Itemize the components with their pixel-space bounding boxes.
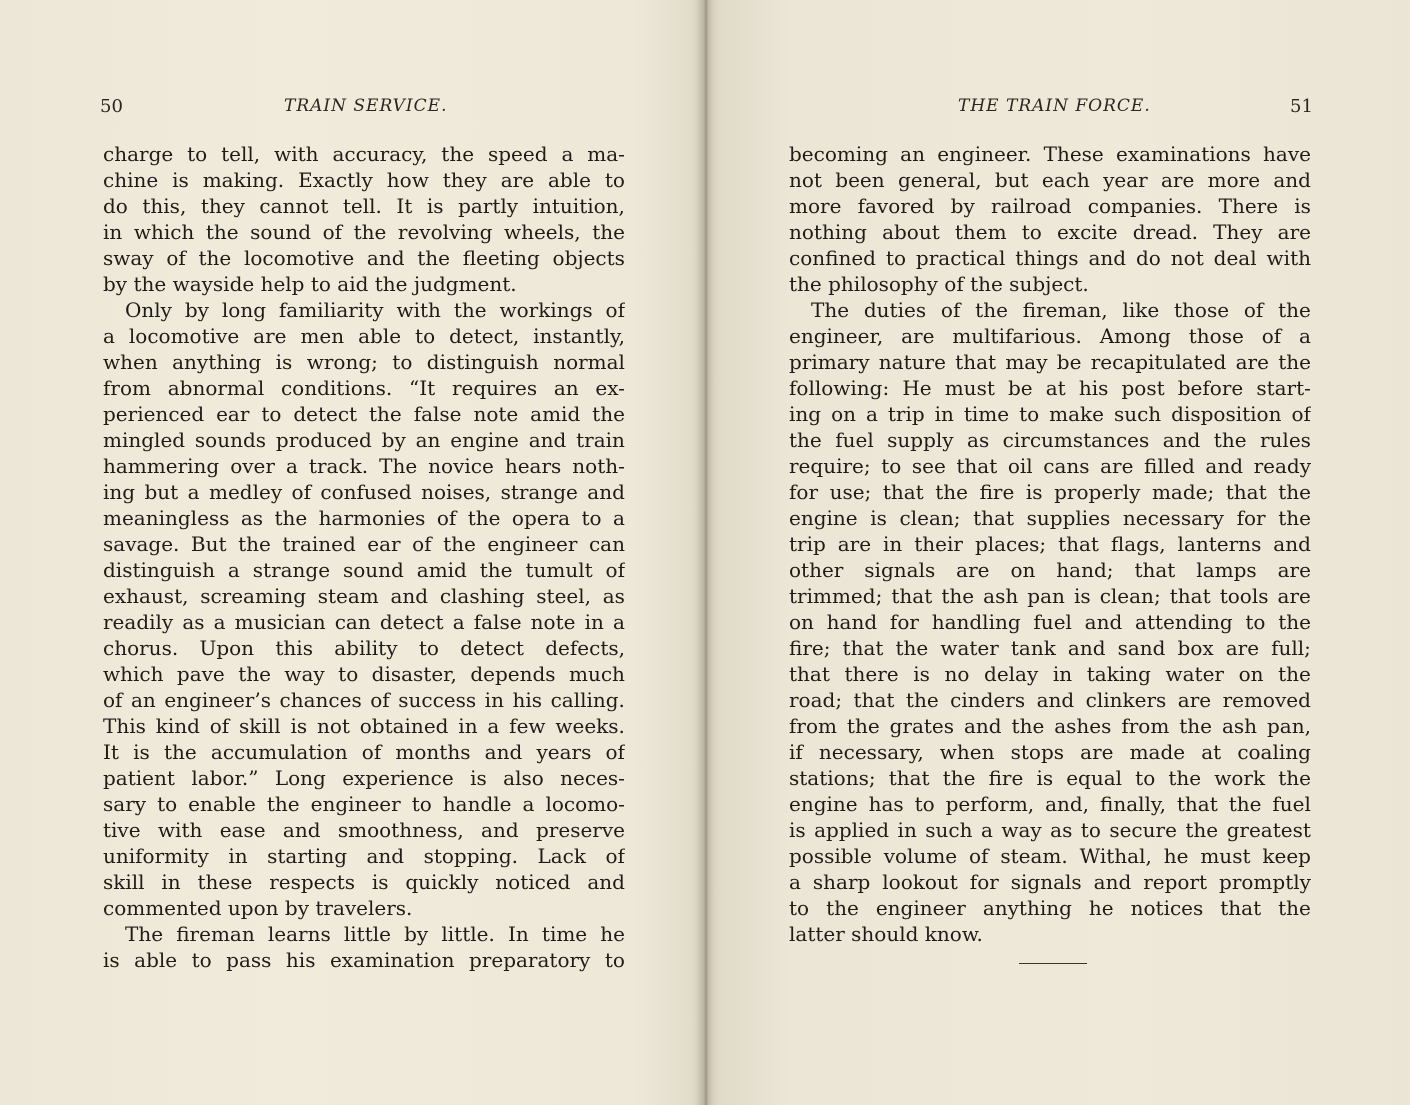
text-line: patient labor.” Long experience is also neces-	[103, 766, 625, 790]
text-line: tive with ease and smoothness, and preserve	[103, 818, 625, 842]
left-body-text	[103, 141, 625, 973]
text-line: possible volume of steam. Withal, he must keep	[789, 844, 1311, 868]
text-line: This kind of skill is not obtained in a few weeks.	[103, 714, 625, 738]
text-line: the philosophy of the subject.	[789, 272, 1089, 296]
text-line: in which the sound of the revolving wheels, the	[103, 220, 625, 244]
right-page-number: 51	[1290, 96, 1313, 117]
text-line: It is the accumulation of months and years of	[103, 740, 625, 764]
text-line: savage. But the trained ear of the engineer can	[103, 532, 625, 556]
text-line: which pave the way to disaster, depends much	[103, 662, 625, 686]
text-line: engineer, are multifarious. Among those of a	[789, 324, 1311, 348]
text-line: perienced ear to detect the false note amid the	[103, 402, 625, 426]
left-page-number: 50	[100, 96, 123, 117]
text-line: on hand for handling fuel and attending to the	[789, 610, 1311, 634]
text-line: other signals are on hand; that lamps are	[789, 558, 1311, 582]
text-line: sary to enable the engineer to handle a locomo-	[103, 792, 625, 816]
text-line: trip are in their places; that flags, lanterns and	[789, 532, 1311, 556]
text-line: engine is clean; that supplies necessary for the	[789, 506, 1311, 530]
text-line: The duties of the fireman, like those of the	[811, 298, 1311, 322]
text-line: from abnormal conditions. “It requires an ex-	[103, 376, 625, 400]
text-line: primary nature that may be recapitulated are the	[789, 350, 1311, 374]
text-line: ing on a trip in time to make such disposition of	[789, 402, 1311, 426]
text-line: confined to practical things and do not deal with	[789, 246, 1311, 270]
text-line: when anything is wrong; to distinguish normal	[103, 350, 625, 374]
text-line: trimmed; that the ash pan is clean; that tools are	[789, 584, 1311, 608]
end-rule	[1019, 963, 1087, 964]
text-line: meaningless as the harmonies of the opera to a	[103, 506, 625, 530]
text-line: do this, they cannot tell. It is partly intuition,	[103, 194, 625, 218]
text-line: require; to see that oil cans are filled and ready	[789, 454, 1311, 478]
text-line: readily as a musician can detect a false note in a	[103, 610, 625, 634]
text-line: following: He must be at his post before start-	[789, 376, 1311, 400]
text-line: charge to tell, with accuracy, the speed a ma-	[103, 142, 625, 166]
text-line: is able to pass his examination preparatory to	[103, 948, 625, 972]
text-line: stations; that the fire is equal to the work the	[789, 766, 1311, 790]
right-page	[706, 0, 1410, 1105]
text-line: skill in these respects is quickly noticed and	[103, 870, 625, 894]
text-line: that there is no delay in taking water on the	[789, 662, 1311, 686]
text-line: a sharp lookout for signals and report promptly	[789, 870, 1311, 894]
text-line: chine is making. Exactly how they are able to	[103, 168, 625, 192]
text-line: distinguish a strange sound amid the tumult of	[103, 558, 625, 582]
text-line: latter should know.	[789, 922, 983, 946]
left-page	[0, 0, 704, 1105]
text-line: chorus. Upon this ability to detect defects,	[103, 636, 625, 660]
text-line: sway of the locomotive and the fleeting objects	[103, 246, 625, 270]
text-line: more favored by railroad companies. There is	[789, 194, 1311, 218]
text-line: to the engineer anything he notices that the	[789, 896, 1311, 920]
text-line: if necessary, when stops are made at coaling	[789, 740, 1311, 764]
text-line: ing but a medley of confused noises, strange and	[103, 480, 625, 504]
text-line: exhaust, screaming steam and clashing steel, as	[103, 584, 625, 608]
text-line: fire; that the water tank and sand box are full;	[789, 636, 1311, 660]
text-line: nothing about them to excite dread. They are	[789, 220, 1311, 244]
text-line: Only by long familiarity with the workings of	[125, 298, 625, 322]
text-line: mingled sounds produced by an engine and train	[103, 428, 625, 452]
left-running-title: TRAIN SERVICE.	[284, 96, 448, 116]
text-line: The fireman learns little by little. In time he	[125, 922, 625, 946]
text-line: for use; that the fire is properly made; that the	[789, 480, 1311, 504]
text-line: commented upon by travelers.	[103, 896, 413, 920]
right-running-title: THE TRAIN FORCE.	[958, 96, 1151, 116]
right-body-text	[789, 141, 1311, 947]
text-line: hammering over a track. The novice hears noth-	[103, 454, 625, 478]
text-line: engine has to perform, and, finally, that the fuel	[789, 792, 1311, 816]
text-line: uniformity in starting and stopping. Lack of	[103, 844, 625, 868]
text-line: by the wayside help to aid the judgment.	[103, 272, 517, 296]
text-line: is applied in such a way as to secure the greatest	[789, 818, 1311, 842]
text-line: becoming an engineer. These examinations have	[789, 142, 1311, 166]
text-line: of an engineer’s chances of success in his calling.	[103, 688, 625, 712]
text-line: road; that the cinders and clinkers are removed	[789, 688, 1311, 712]
text-line: the fuel supply as circumstances and the rules	[789, 428, 1311, 452]
text-line: from the grates and the ashes from the ash pan,	[789, 714, 1311, 738]
text-line: not been general, but each year are more and	[789, 168, 1311, 192]
text-line: a locomotive are men able to detect, instantly,	[103, 324, 625, 348]
